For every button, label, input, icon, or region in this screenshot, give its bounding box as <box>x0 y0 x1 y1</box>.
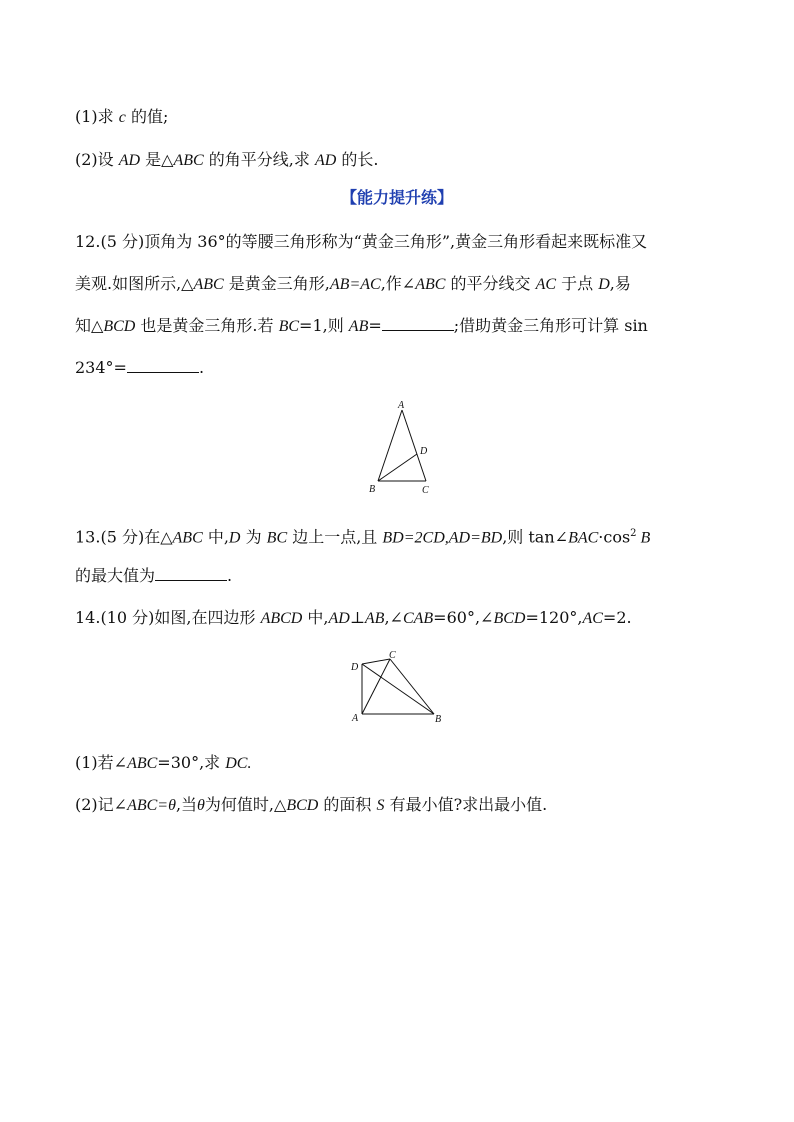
q14-label-d: D <box>351 662 359 673</box>
q12-var: D <box>598 276 610 293</box>
q12-var: AB=AC <box>329 276 381 293</box>
q12-var: BC <box>278 318 300 335</box>
q13-var: BAC <box>568 529 599 547</box>
q14-text: 中, <box>302 608 329 627</box>
item-1-prefix: (1)求 <box>75 107 119 126</box>
q14-text: ,∠ <box>384 608 403 627</box>
item-1 <box>75 107 168 128</box>
q12-text: 234°= <box>75 358 127 377</box>
q14-text: =30°,求 <box>157 753 226 772</box>
q14-diagonal-db <box>362 664 434 714</box>
q13-text: 中, <box>202 527 229 547</box>
q12-text: = <box>368 316 382 335</box>
q12-figure <box>362 396 442 498</box>
q12-line-4 <box>75 358 204 378</box>
q14-var: BCD <box>493 610 526 627</box>
q14-text: (2)记∠ <box>75 795 128 814</box>
q13-text: ·cos <box>598 527 631 547</box>
item-1-suffix: 的值; <box>125 107 169 126</box>
q14-var: CAB <box>402 610 434 627</box>
q13-text: 13.(5 分)在△ <box>75 527 173 547</box>
q12-label-d: D <box>420 446 428 457</box>
q14-text: 有最小值?求出最小值. <box>384 795 548 814</box>
q14-var: ABCD <box>260 610 303 627</box>
q14-figure <box>344 648 450 726</box>
q12-line-1 <box>75 232 647 252</box>
q13-sup: 2 <box>630 528 637 539</box>
q13-text: . <box>227 566 233 585</box>
q12-text: ;借助黄金三角形可计算 sin <box>453 316 648 335</box>
q12-label-c: C <box>422 485 429 496</box>
q12-var: ABC <box>193 276 224 293</box>
q14-label-c: C <box>389 650 396 661</box>
q14-label-b: B <box>435 714 442 725</box>
q14-var: DC. <box>225 755 252 772</box>
q14-side-dc <box>362 659 390 664</box>
item-2-ad2: AD <box>314 152 337 169</box>
q14-side-cb <box>390 659 434 714</box>
q14-var: ABC=θ <box>127 797 176 814</box>
q13-var: D <box>228 529 241 547</box>
q14-text: =60°,∠ <box>433 608 494 627</box>
q13-var: BC <box>266 529 288 547</box>
item-2-abc: ABC <box>173 152 204 169</box>
q12-text: 于点 <box>556 274 599 293</box>
q14-text: 为何值时,△ <box>204 795 287 814</box>
q14-text: =2. <box>602 608 632 627</box>
q13-line-1 <box>75 524 650 548</box>
section-heading: 【能力提升练】 <box>340 188 453 207</box>
q12-var: AB <box>348 318 369 335</box>
q13-text: 边上一点,且 <box>287 527 383 547</box>
q12-text: 也是黄金三角形.若 <box>135 316 279 335</box>
q12-label-a: A <box>398 400 405 411</box>
q12-text-1: 12.(5 分)顶角为 36°的等腰三角形称为“黄金三角形”,黄金三角形看起来既标准又 <box>75 232 648 251</box>
item-2-prefix: (2)设 <box>75 150 119 169</box>
q12-label-b: B <box>369 484 376 495</box>
q13-var: B <box>636 529 651 547</box>
q12-text: =1,则 <box>299 316 349 335</box>
q14-var: θ <box>197 797 205 814</box>
q12-text: ,作∠ <box>380 274 416 293</box>
q14-sub-2 <box>75 795 547 816</box>
q12-line-3 <box>75 316 648 337</box>
q14-text: 14.(10 分)如图,在四边形 <box>75 608 261 627</box>
item-2-suffix: 的长. <box>336 150 379 169</box>
q12-text: 美观.如图所示,△ <box>75 274 194 293</box>
q13-var: BD=2CD,AD=BD <box>382 529 503 547</box>
q12-line-2 <box>75 274 631 295</box>
q12-text: 的平分线交 <box>445 274 536 293</box>
q12-bisector-bd <box>378 454 417 481</box>
item-2-ad: AD <box>118 152 141 169</box>
q14-text: 的面积 <box>318 795 377 814</box>
q14-var: AD <box>328 610 350 627</box>
q14-var: S <box>376 797 385 814</box>
q12-var: BCD <box>103 318 136 335</box>
q14-text: ,当 <box>175 795 198 814</box>
q13-text: 的最大值为 <box>75 566 156 585</box>
q14-var: BCD <box>286 797 319 814</box>
q14-var: ABC <box>127 755 158 772</box>
q14-text: =120°, <box>525 608 583 627</box>
item-2 <box>75 150 379 171</box>
q12-text: . <box>198 358 205 377</box>
q14-var: AC <box>582 610 603 627</box>
q12-answer-blank-2[interactable] <box>127 372 199 373</box>
q14-line-1 <box>75 608 632 629</box>
q12-var: AC <box>535 276 557 293</box>
q14-text: (1)若∠ <box>75 753 128 772</box>
q13-text: 为 <box>240 527 267 547</box>
q13-line-2 <box>75 566 232 586</box>
q13-text: ,则 tan∠ <box>502 527 569 547</box>
q12-text: 是黄金三角形, <box>223 274 330 293</box>
q13-answer-blank[interactable] <box>155 580 227 581</box>
item-2-mid1: 是△ <box>140 150 174 169</box>
q12-answer-blank-1[interactable] <box>382 330 454 331</box>
item-1-var: c <box>118 109 126 126</box>
q14-sub-1 <box>75 753 251 774</box>
q12-text: ,易 <box>609 274 631 293</box>
q14-var: AB <box>364 610 385 627</box>
q14-label-a: A <box>352 713 359 724</box>
q13-var: ABC <box>172 529 203 547</box>
q12-var: ABC <box>415 276 446 293</box>
item-2-mid2: 的角平分线,求 <box>203 150 315 169</box>
q14-text: ⊥ <box>349 608 365 627</box>
q12-text: 知△ <box>75 316 104 335</box>
q12-side-ab <box>378 410 402 481</box>
